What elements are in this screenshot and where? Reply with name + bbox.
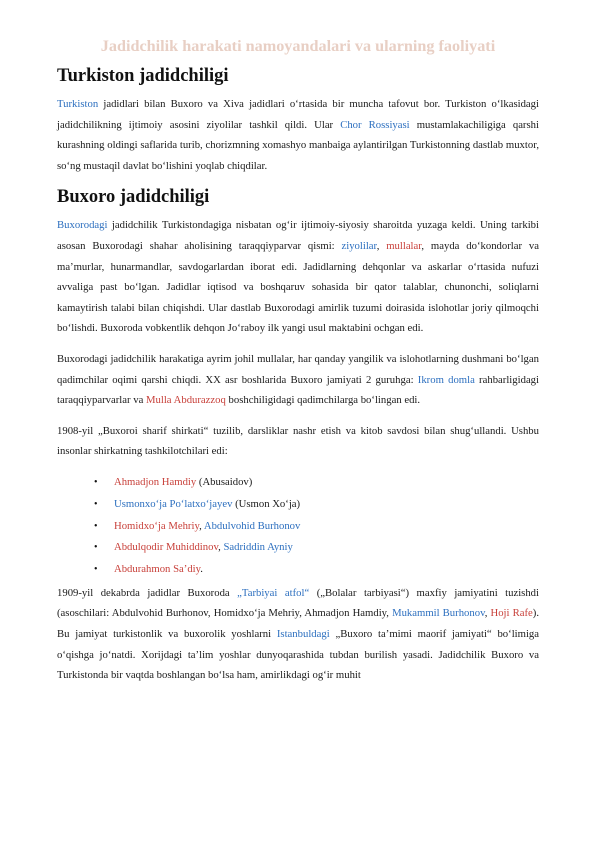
link-homidxoja-mehriy[interactable]: Homidxo‘ja Mehriy: [114, 519, 200, 532]
link-mukammil-burhonov[interactable]: Mukammil Burhonov: [392, 607, 485, 620]
link-ikrom-domla[interactable]: Ikrom domla: [417, 373, 475, 386]
link-ahmadjon-hamdiy[interactable]: Ahmadjon Hamdiy: [114, 475, 197, 488]
link-abdulqodir-muhiddinov[interactable]: Abdulqodir Muhiddinov: [114, 541, 219, 554]
founders-list: [57, 472, 539, 581]
text-run: 1908-yil „Buxoroi sharif shirkati“ tuzilib, darsliklar nashr etish va kitob savdosi bilan shug‘ullandi. Ushbu insonlar shirkatning tashkilotchilari edi:: [57, 424, 539, 458]
link-turkiston[interactable]: Turkiston: [57, 98, 99, 110]
link-mullalar[interactable]: mullalar: [386, 239, 422, 252]
text-run: 1909-yil dekabrda jadidlar Buxoroda: [57, 586, 238, 599]
text-run: ,: [218, 541, 224, 554]
paragraph-buxoro-2: [57, 349, 539, 411]
text-run: Buxorodagi jadidchilik harakatiga ayrim johil mullalar, har qanday yangilik va islohotlarning dushmani bo‘lgan qadimchilar oqimi qarshi chiqdi. XX asr boshlarida Buxoro jamiyati 2 guruhga:: [57, 352, 539, 386]
link-mulla-abdurazzoq[interactable]: Mulla Abdurazzoq: [146, 394, 226, 407]
link-sadriddin-ayniy[interactable]: Sadriddin Ayniy: [223, 541, 293, 554]
text-run: ). Bu jamiyat turkistonlik va buxorolik yoshlarni: [57, 607, 539, 641]
paragraph-buxoro-4: [57, 583, 539, 686]
list-item: [94, 472, 539, 494]
text-run: „Buxoro ta’mimi maorif jamiyati“ bo‘limiga o‘qishga jo‘natdi. Xorijdagi ta’lim yoshlar dunyoqarashida tubdan burilish yasadi. Jadidchilik Buxoro va Turkistonda bir vaqtda boshlangan bo‘lsa ham, amirlikdagi og‘ir muhit: [57, 628, 540, 682]
link-usmonxoja[interactable]: Usmonxo‘ja Po‘latxo‘jayev: [114, 497, 233, 510]
link-abdurahmon-sadiy[interactable]: Abdurahmon Sa’diy: [114, 563, 201, 576]
bullet-icon: •: [94, 498, 98, 510]
link-istanbuldagi[interactable]: Istanbuldagi: [276, 628, 330, 641]
text-run: (Abusaidov): [196, 475, 253, 488]
bullet-icon: •: [94, 564, 98, 576]
list-item: [94, 537, 539, 559]
bullet-icon: •: [94, 476, 98, 488]
list-item: [94, 559, 539, 581]
paragraph-buxoro-3: [57, 421, 539, 462]
paragraph-turkiston: [57, 94, 539, 176]
link-chor-rossiyasi[interactable]: Chor Rossiyasi: [340, 118, 410, 131]
link-buxorodagi[interactable]: Buxorodagi: [57, 219, 108, 232]
text-run: mustamlakachiligiga qarshi kurashning oldingi saflarida turib, chorizmning xomashyo manbaiga aylantirilgan Turkistonning dastlab muxtor, so‘ng mustaqil davlat bo‘lishini yoqlab chiqdilar.: [57, 118, 539, 172]
section-heading-turkiston: Turkiston jadidchiligi: [57, 66, 229, 86]
text-run: (Usmon Xo‘ja): [232, 497, 301, 510]
text-run: boshchiligidagi qadimchilarga bo‘lingan edi.: [225, 394, 421, 407]
link-tarbiyai-atfol[interactable]: „Tarbiyai atfol“: [237, 586, 310, 599]
list-item: [94, 516, 539, 538]
list-item: [94, 494, 539, 516]
text-run: , mayda do‘kondorlar va ma’murlar, hunarmandlar, savdogarlardan iborat edi. Jadidlarning dehqonlar va askarlar o‘rtasida nufuzi avvaliga past bo‘lgan. Jadidlar iqtisod va boshqaruv sohasida bir qator talablar, chunonchi, soliqlarni kamaytirish talabi bilan chiqishdi. Ular dastlab Buxorodagi amirlik tuzumi doirasida islohotlar joriy qilmoqchi bo‘lishdi. Buxoroda vobkentlik dehqon Jo‘raboy ilk yangi usul maktabini ochgan edi.: [57, 239, 540, 335]
bullet-icon: •: [94, 520, 98, 532]
link-abdulvohid-burhonov[interactable]: Abdulvohid Burhonov: [203, 519, 301, 532]
text-run: .: [200, 563, 203, 576]
text-run: jadidchilik Turkistondagiga nisbatan og‘ir ijtimoiy-siyosiy sharoitda yuzaga keldi. Uning tarkibi asosan Buxorodagi shahar aholisining taraqqiyparvar qismi:: [57, 219, 539, 252]
link-ziyolilar[interactable]: ziyolilar: [341, 239, 377, 252]
section-heading-buxoro: Buxoro jadidchiligi: [57, 187, 210, 208]
bullet-icon: •: [94, 542, 98, 554]
text-run: ,: [484, 607, 491, 620]
document-title: Jadidchilik harakati namoyandalari va ularning faoliyati: [100, 37, 496, 55]
paragraph-buxoro-1: [57, 215, 539, 339]
text-run: ,: [376, 239, 387, 252]
text-run: ,: [199, 519, 204, 532]
text-run: rahbarligidagi taraqqiyparvarlar va: [57, 373, 539, 407]
text-run: („Bolalar tarbiyasi“) maxfiy jamiyatini tuzishdi (asoschilari: Abdulvohid Burhonov, Homidxo‘ja Mehriy, Ahmadjon Hamdiy,: [57, 586, 539, 620]
text-run: jadidlari bilan Buxoro va Xiva jadidlari o‘rtasida bir muncha tafovut bor. Turkiston o‘lkasidagi jadidchilikning ijtimoiy asosini ziyolilar tashkil qildi. Ular: [57, 98, 539, 131]
link-hoji-rafe[interactable]: Hoji Rafe: [490, 607, 533, 620]
